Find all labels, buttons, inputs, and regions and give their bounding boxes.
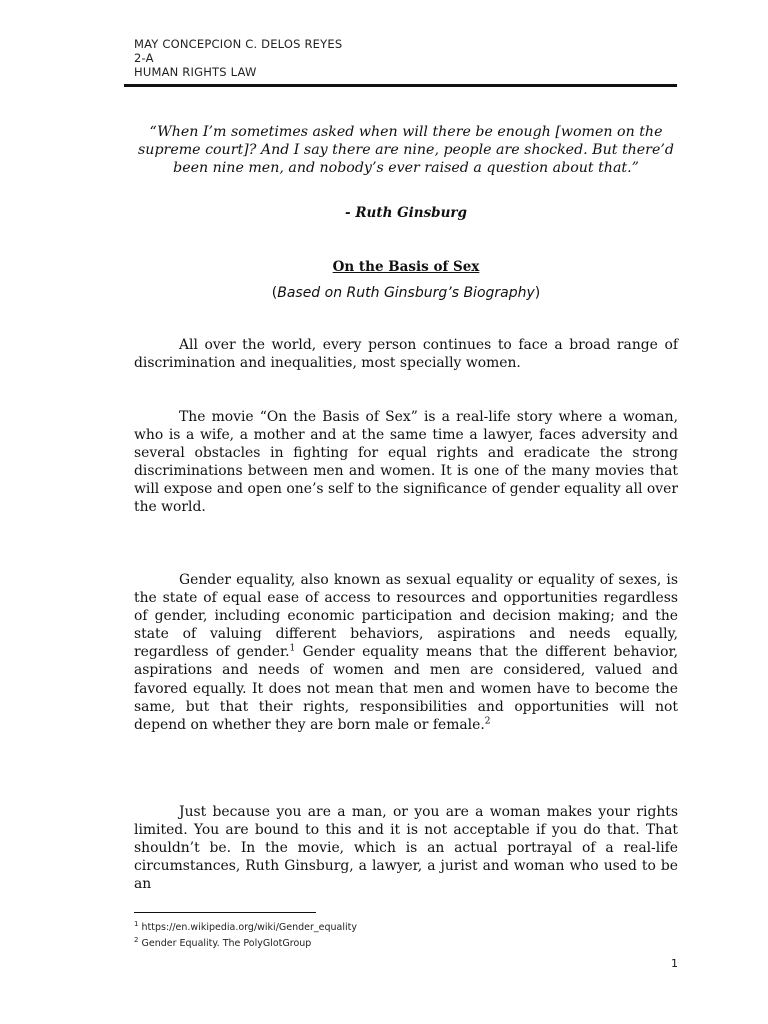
footnote-ref-2: 2 [484,716,491,727]
essay-title: On the Basis of Sex [332,259,480,275]
footnote-2-text: Gender Equality. The PolyGlotGroup [138,938,312,950]
document-header [134,37,342,79]
author-name: MAY CONCEPCION C. DELOS REYES [134,37,343,51]
section-label: 2-A [134,51,154,65]
header-divider [124,84,677,87]
footnotes [134,918,357,950]
paragraph-3: Gender equality, also known as sexual equality or equality of sexes, is the state of equal ease of access to resources and opportunities regardless of gender, including economic participation and decision making; and the state of valuing different behaviors, aspirations and needs equally, regardless of gender.$^1$ Gender equality means that the different behavior, aspirations and needs of women and men are considered, valued and favored equally. It does not mean that men and women have to become the same, but that their rights, responsibilities and opportunities will not depend on whether they are born male or female.$^2$ [134,572,678,733]
footnote-1: $^1$ https://en.wikipedia.org/wiki/Gender_equality [134,920,357,934]
page-number: 1 [671,957,678,970]
essay-subtitle: (Based on Ruth Ginsburg’s Biography) [271,285,541,301]
paragraph-4: Just because you are a man, or you are a woman makes your rights limited. You are bound to this and it is not acceptable if you do that. That shouldn’t be. In the movie, which is an actual portrayal of a real-life circumstances, Ruth Ginsburg, a lawyer, a jurist and woman who used to be an [134,804,678,893]
paragraph-2: The movie “On the Basis of Sex” is a real-life story where a woman, who is a wife, a mother and at the same time a lawyer, faces adversity and several obstacles in fighting for equal rights and eradicate the strong discriminations between men and women. It is one of the many movies that will expose and open one’s self to the significance of gender equality all over the world. [134,409,678,516]
footnote-ref-1: 1 [289,643,296,654]
paragraph-1: All over the world, every person continues to face a broad range of discrimination and inequalities, most specially women. [134,337,678,372]
footnote-divider [134,912,316,913]
footnote-2: $^2$ Gender Equality. The PolyGlotGroup [134,936,312,950]
epigraph-author: - Ruth Ginsburg [345,205,467,221]
course-name: HUMAN RIGHTS LAW [134,65,257,79]
epigraph-quote: “When I’m sometimes asked when will there be enough [women on the supreme court]? And I say there are nine, people are shocked. But there’d been nine men, and nobody’s ever raised a question about that.” [138,124,674,176]
subtitle-text: Based on Ruth Ginsburg’s Biography [277,285,535,301]
footnote-1-link[interactable]: https://en.wikipedia.org/wiki/Gender_equality [138,922,357,934]
